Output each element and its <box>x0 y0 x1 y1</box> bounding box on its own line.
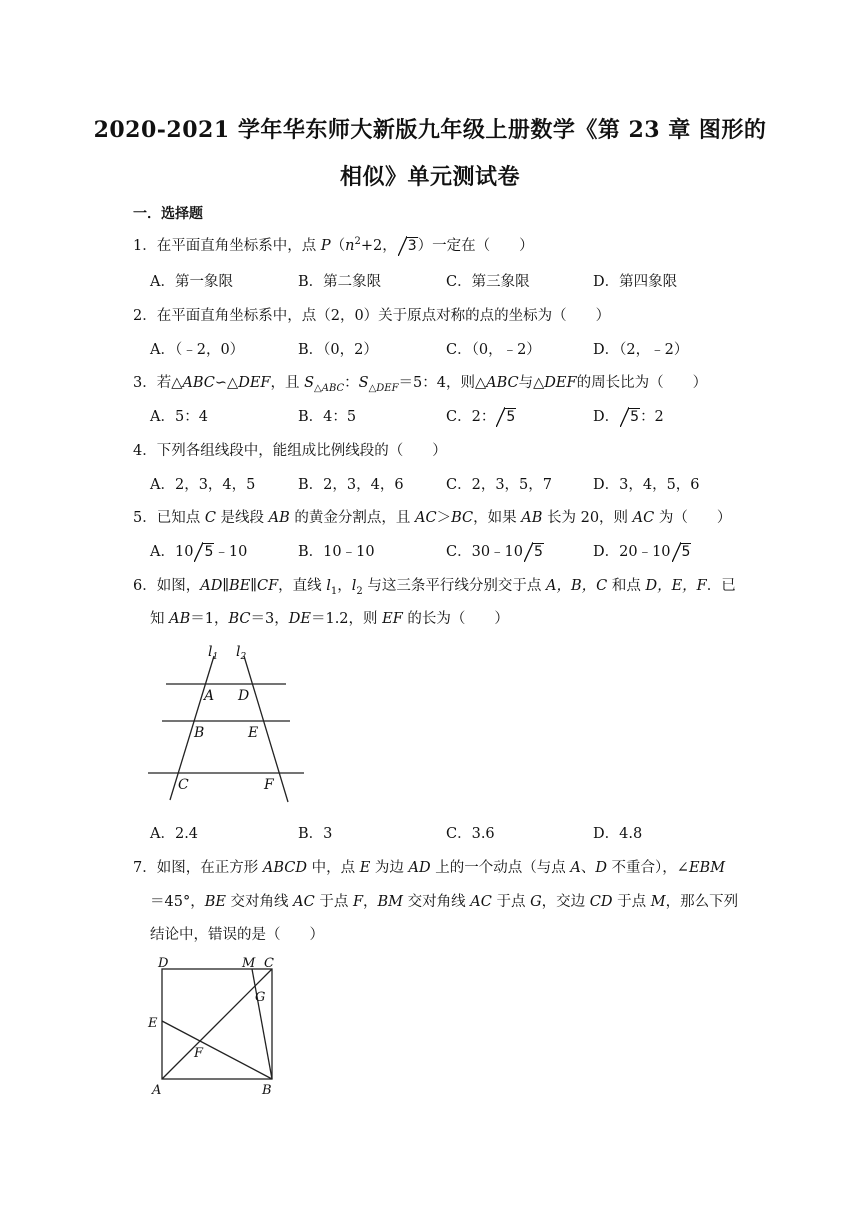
question-6-stem-line2: 知 AB＝1，BC＝3，DE＝1.2，则 EF 的长为（ ） <box>150 611 509 627</box>
q7-label-m: M <box>242 956 256 971</box>
q5-option-b: B．10﹣10 <box>298 544 375 560</box>
question-2-stem: 2．在平面直角坐标系中，点（2，0）关于原点对称的点的坐标为（ ） <box>133 308 611 324</box>
question-7-stem-line2: ＝45°，BE 交对角线 AC 于点 F，BM 交对角线 AC 于点 G，交边 CD 于点 M，那么下列 <box>150 894 739 910</box>
q6-option-d: D．4.8 <box>593 826 643 842</box>
q5-option-a: A．10 5﹣10 <box>150 544 248 560</box>
q7-label-d: D <box>158 956 169 971</box>
q7-label-c: C <box>264 956 274 971</box>
q7-label-e: E <box>148 1016 158 1031</box>
q7-figure-square <box>144 953 284 1099</box>
q3-option-d: D． 5：2 <box>593 409 664 425</box>
q5-option-d: D．20﹣10 5 <box>593 544 691 560</box>
q6-label-c: C <box>178 777 189 793</box>
question-6-stem-line1: 6．如图，AD∥BE∥CF，直线 $l_1$，$l_2$ 与这三条平行线分别交于点 A，B，C 和点 D，E，F．已 <box>133 578 736 597</box>
q6-label-e: E <box>248 725 259 741</box>
q6-label-a: A <box>204 688 215 704</box>
question-7-stem-line3: 结论中，错误的是（ ） <box>150 927 324 943</box>
q4-option-d: D．3，4，5，6 <box>593 477 700 493</box>
question-5-stem: 5．已知点 C 是线段 AB 的黄金分割点，且 AC＞BC，如果 AB 长为 20，则 AC 为（ ） <box>133 510 732 526</box>
q1-option-c: C．第三象限 <box>446 274 530 290</box>
q6-label-b: B <box>194 725 205 741</box>
q6-label-l2: $l_2$ <box>236 644 247 662</box>
q1-option-a: A．第一象限 <box>150 274 233 290</box>
document-title-line1: 2020-2021 学年华东师大新版九年级上册数学《第 23 章 图形的 <box>93 117 767 143</box>
q2-option-c: C．（0，﹣2） <box>446 342 541 358</box>
sqrt-3: 3 <box>398 238 418 254</box>
q7-label-g: G <box>255 990 266 1005</box>
q6-label-l1: $l_1$ <box>208 644 219 662</box>
q4-option-a: A．2，3，4，5 <box>150 477 256 493</box>
q6-label-f: F <box>264 777 274 793</box>
q2-option-d: D．（2，﹣2） <box>593 342 689 358</box>
q1-option-b: B．第二象限 <box>298 274 382 290</box>
q6-option-c: C．3.6 <box>446 826 495 842</box>
q4-option-b: B．2，3，4，6 <box>298 477 404 493</box>
section-heading: 一．选择题 <box>133 206 203 222</box>
q7-label-a: A <box>152 1083 162 1098</box>
q1-option-d: D．第四象限 <box>593 274 678 290</box>
q3-option-a: A．5：4 <box>150 409 208 425</box>
question-3-stem: 3．若△ABC∽△DEF，且 $S_{\triangle ABC}$：$S_{\triangle DEF}=5$：4，则△ABC与△DEF的周长比为（ ） <box>133 375 708 394</box>
question-4-stem: 4．下列各组线段中，能组成比例线段的（ ） <box>133 443 447 459</box>
q6-option-b: B．3 <box>298 826 333 842</box>
question-1-stem: 1．在平面直角坐标系中，点 $P(n^2+2$， 3）一定在（ ） <box>133 236 534 254</box>
q6-figure-parallel-lines <box>148 640 304 806</box>
question-7-stem-line1: 7．如图，在正方形 ABCD 中，点 E 为边 AD 上的一个动点（与点 A、D 不重合），∠EBM <box>133 860 726 876</box>
q7-label-b: B <box>262 1083 272 1098</box>
q3-option-b: B．4：5 <box>298 409 357 425</box>
q2-option-b: B．（0，2） <box>298 342 378 358</box>
q6-label-d: D <box>238 688 250 704</box>
q2-option-a: A．（﹣2，0） <box>150 342 245 358</box>
document-title-line2: 相似》单元测试卷 <box>339 164 520 190</box>
q7-label-f: F <box>194 1046 204 1061</box>
q3-option-c: C．2： 5 <box>446 409 516 425</box>
q5-option-c: C．30﹣10 5 <box>446 544 543 560</box>
q6-option-a: A．2.4 <box>150 826 199 842</box>
q4-option-c: C．2，3，5，7 <box>446 477 552 493</box>
